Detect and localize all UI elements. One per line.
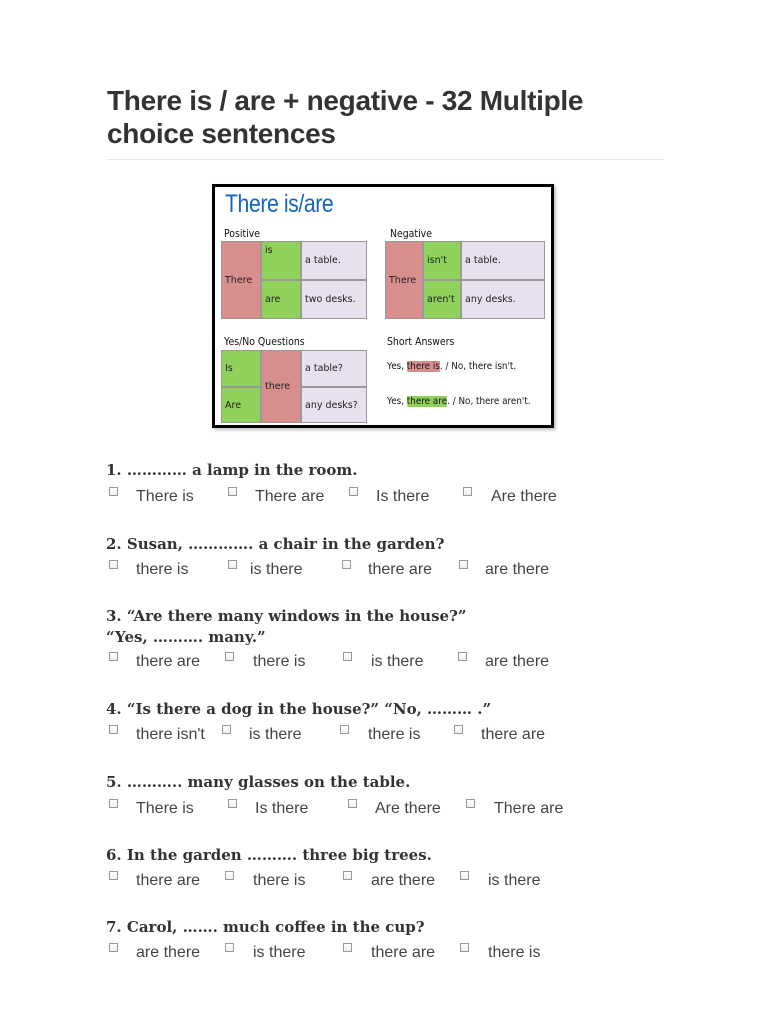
checkbox[interactable] xyxy=(348,799,357,808)
grammar-reference-image xyxy=(212,184,554,428)
option-label: is there xyxy=(250,561,303,578)
positive-object-2: two desks. xyxy=(301,280,367,319)
checkbox[interactable] xyxy=(343,871,352,880)
checkbox[interactable] xyxy=(109,799,118,808)
option-label: there are xyxy=(481,726,546,743)
positive-subject: There xyxy=(221,241,261,319)
question-1-options xyxy=(106,486,706,506)
option-label: there is xyxy=(488,944,541,961)
question-5-text: 5. ……….. many glasses on the table. xyxy=(106,773,411,791)
question-1-text: 1. ………… a lamp in the room. xyxy=(106,461,358,479)
short-answer-1: Yes, there is. / No, there isn't. xyxy=(387,361,517,372)
checkbox[interactable] xyxy=(343,652,352,661)
question-2-text: 2. Susan, …………. a chair in the garden? xyxy=(106,535,445,553)
negative-subject: There xyxy=(385,241,423,319)
short-answers-label: Short Answers xyxy=(387,335,455,348)
checkbox[interactable] xyxy=(109,487,118,496)
option-label: there are xyxy=(371,944,436,961)
checkbox[interactable] xyxy=(349,487,358,496)
question-verb-is: Is xyxy=(221,350,261,387)
checkbox[interactable] xyxy=(340,725,349,734)
question-subject: there xyxy=(261,350,301,423)
checkbox[interactable] xyxy=(343,943,352,952)
checkbox[interactable] xyxy=(463,487,472,496)
question-7-text: 7. Carol, ……. much coffee in the cup? xyxy=(106,918,425,936)
question-4-text: 4. “Is there a dog in the house?” “No, ……… .” xyxy=(106,700,492,718)
question-object-2: any desks? xyxy=(301,387,367,423)
option-label: are there xyxy=(136,944,201,961)
option-label: Are there xyxy=(491,488,557,505)
positive-object-1: a table. xyxy=(301,241,367,280)
checkbox[interactable] xyxy=(458,652,467,661)
option-label: there are xyxy=(136,872,201,889)
question-3-text-line2: “Yes, ………. many.” xyxy=(106,628,266,646)
option-label: Is there xyxy=(376,488,430,505)
checkbox[interactable] xyxy=(109,943,118,952)
question-4-options xyxy=(106,724,706,744)
negative-object-2: any desks. xyxy=(461,280,545,319)
checkbox[interactable] xyxy=(225,652,234,661)
checkbox[interactable] xyxy=(228,487,237,496)
checkbox[interactable] xyxy=(225,943,234,952)
title-divider xyxy=(107,159,664,160)
question-6-text: 6. In the garden ………. three big trees. xyxy=(106,846,432,864)
option-label: there is xyxy=(368,726,421,743)
option-label: Are there xyxy=(375,800,441,817)
positive-verb-is: is xyxy=(261,241,301,280)
option-label: is there xyxy=(488,872,541,889)
option-label: Is there xyxy=(255,800,309,817)
checkbox[interactable] xyxy=(225,871,234,880)
option-label: is there xyxy=(371,653,424,670)
question-6-options xyxy=(106,870,706,890)
question-5-options xyxy=(106,798,706,818)
question-object-1: a table? xyxy=(301,350,367,387)
checkbox[interactable] xyxy=(109,725,118,734)
page-title: There is / are + negative - 32 Multiple choice sentences xyxy=(107,85,584,149)
short-answer-2: Yes, there are. / No, there aren't. xyxy=(387,396,531,407)
option-label: there is xyxy=(253,872,306,889)
option-label: are there xyxy=(371,872,436,889)
option-label: is there xyxy=(253,944,306,961)
checkbox[interactable] xyxy=(222,725,231,734)
checkbox[interactable] xyxy=(459,560,468,569)
positive-verb-are: are xyxy=(261,280,301,319)
option-label: there isn't xyxy=(136,726,205,743)
option-label: there are xyxy=(368,561,433,578)
option-label: there are xyxy=(136,653,201,670)
option-label: There is xyxy=(136,488,194,505)
negative-label: Negative xyxy=(390,227,432,240)
checkbox[interactable] xyxy=(109,560,118,569)
question-3-text: 3. “Are there many windows in the house?” xyxy=(106,607,467,625)
image-heading: There is/are xyxy=(225,190,334,218)
checkbox[interactable] xyxy=(109,652,118,661)
question-verb-are: Are xyxy=(221,387,261,423)
option-label: are there xyxy=(485,561,550,578)
option-label: There is xyxy=(136,800,194,817)
checkbox[interactable] xyxy=(228,560,237,569)
question-7-options xyxy=(106,942,706,962)
option-label: are there xyxy=(485,653,550,670)
questions-label: Yes/No Questions xyxy=(224,335,305,348)
checkbox[interactable] xyxy=(460,871,469,880)
checkbox[interactable] xyxy=(466,799,475,808)
checkbox[interactable] xyxy=(454,725,463,734)
checkbox[interactable] xyxy=(109,871,118,880)
question-3-options xyxy=(106,651,706,671)
positive-label: Positive xyxy=(224,227,261,240)
option-label: there is xyxy=(136,561,189,578)
checkbox[interactable] xyxy=(460,943,469,952)
option-label: There are xyxy=(494,800,564,817)
option-label: there is xyxy=(253,653,306,670)
checkbox[interactable] xyxy=(342,560,351,569)
option-label: is there xyxy=(249,726,302,743)
question-2-options xyxy=(106,559,706,579)
negative-verb-arent: aren't xyxy=(423,280,461,319)
option-label: There are xyxy=(255,488,325,505)
negative-object-1: a table. xyxy=(461,241,545,280)
negative-verb-isnt: isn't xyxy=(423,241,461,280)
checkbox[interactable] xyxy=(228,799,237,808)
